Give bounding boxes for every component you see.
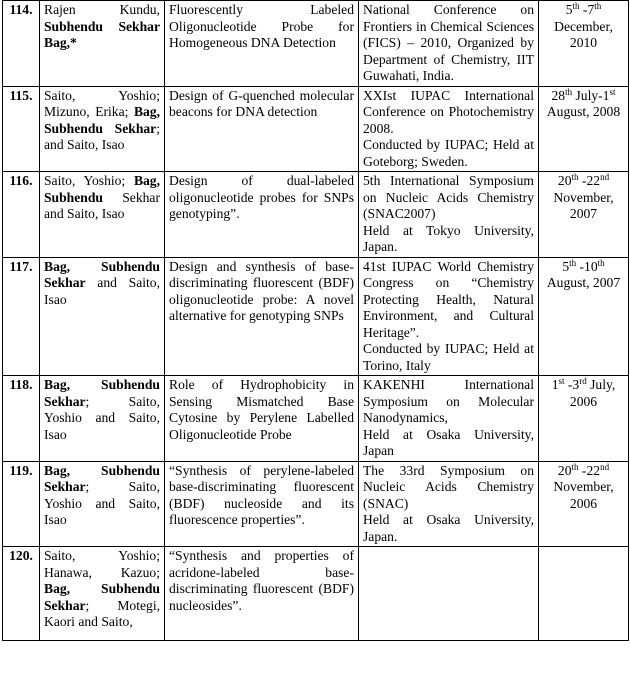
author-text: and Saito, Isao [44,275,160,307]
highlighted-author: Bag, Subhendu Sekhar [44,462,160,494]
conference-venue [359,376,539,462]
author-list [40,376,165,462]
date-text: -10 [576,258,598,274]
table-row [3,547,629,641]
date-text: August, 2008 [546,104,621,119]
conference-date [539,547,629,641]
highlighted-author: Bag, Subhendu Sekhar [44,581,160,613]
date-text: 28 [551,87,566,103]
table-body [3,1,629,641]
table-row [3,172,629,258]
table-row [3,376,629,462]
presentation-title: “Synthesis of perylene-labeled base-discriminating fluorescent (BDF) nucleoside and its fluorescence properties”. [165,461,359,547]
author-text: Saito, Yoshio; [44,173,134,188]
author-text: ; Saito, Yoshio and Saito, Isao [44,393,160,442]
entry-number: 120. [3,547,40,641]
author-list [40,547,165,641]
venue-line: 5th International Symposium on Nucleic Acids Chemistry (SNAC2007) [363,173,534,221]
venue-line: National Conference on Frontiers in Chemical Sciences (FICS) – 2010, Organized by Department of Chemistry, IIT Guwahati, India. [363,2,534,83]
conference-venue [359,172,539,258]
date-ordinal-suffix: st [558,376,565,386]
conference-venue [359,547,539,641]
presentation-title: Fluorescently Labeled Oligonucleotide Probe for Homogeneous DNA Detection [165,1,359,87]
date-text: 1 [551,377,559,392]
date-text: -22 [578,173,601,188]
author-text: ; and Saito, Isao [44,120,160,152]
author-text: Sekhar and Saito, Isao [44,189,160,221]
conference-date [539,86,629,172]
venue-line: Conducted by IUPAC; Held at Torino, Italy [363,341,534,373]
author-list [40,257,165,376]
venue-line: Held at Tokyo University, Japan. [363,222,534,254]
highlighted-author: Bag, Subhendu [44,173,160,205]
venue-line: Held at Osaka University, Japan [363,426,534,458]
author-text: Saito, Yoshio; Hanawa, Kazuo; [44,548,160,580]
entry-number: 119. [3,461,40,547]
highlighted-author: Bag, Subhendu Sekhar [44,104,160,136]
entry-number: 115. [3,86,40,172]
conference-date [539,376,629,462]
venue-line: Held at Osaka University, Japan. [363,512,534,544]
date-text: -7 [579,2,595,17]
venue-line: XXIst IUPAC International Conference on Photochemistry 2008. [363,87,534,136]
presentation-title: Design and synthesis of base-discriminating fluorescent (BDF) oligonucleotide probe: A novel alternative for genotyping SNPs [165,257,359,376]
date-text: July, 2006 [569,377,616,409]
date-ordinal-suffix: th [571,461,579,472]
date-ordinal-suffix: th [571,172,579,182]
date-ordinal-suffix: st [609,86,616,97]
table-row [3,257,629,376]
table-row [3,1,629,87]
presentation-title: Role of Hydrophobicity in Sensing Mismatched Base Cytosine by Perylene Labelled Oligonucleotide Probe [165,376,359,462]
date-ordinal-suffix: th [594,1,602,11]
conference-date [539,172,629,258]
date-text: 20 [557,173,572,188]
author-text: Rajen Kundu, [44,2,160,17]
venue-line: 41st IUPAC World Chemistry Congress on “Chemistry Protecting Health, Natural Environment, and Cultural Heritage”. [363,258,534,340]
conference-venue [359,86,539,172]
date-text: 5 [562,258,570,274]
entry-number: 116. [3,172,40,258]
author-list [40,461,165,547]
date-ordinal-suffix: th [569,257,577,268]
conference-venue [359,461,539,547]
author-list [40,1,165,87]
author-text: Saito, Yoshio; Mizuno, Erika; [44,87,160,119]
presentation-title: Design of dual-labeled oligonucleotide probes for SNPs genotyping”. [165,172,359,258]
presentation-title: “Synthesis and properties of acridone-labeled base-discriminating fluorescent (BDF) nucleosides”. [165,547,359,641]
entry-number: 118. [3,376,40,462]
table-row [3,461,629,547]
conference-date [539,257,629,376]
venue-line: Conducted by IUPAC; Held at Goteborg; Sweden. [363,137,534,169]
author-text: ; Motegi, Kaori and Saito, [44,597,160,629]
date-ordinal-suffix: rd [579,376,587,386]
conference-venue [359,257,539,376]
date-ordinal-suffix: th [565,86,573,97]
conference-date [539,1,629,87]
date-text: -3 [564,377,580,392]
author-text: ; Saito, Yoshio and Saito, Isao [44,479,160,527]
highlighted-author: Subhendu Sekhar Bag,* [44,18,160,50]
author-list [40,86,165,172]
date-text: November, 2006 [553,479,614,511]
conference-venue [359,1,539,87]
date-ordinal-suffix: th [597,257,605,268]
highlighted-author: Bag, Subhendu Sekhar [44,258,160,290]
presentation-title: Design of G-quenched molecular beacons for DNA detection [165,86,359,172]
date-text: 20 [557,462,572,478]
table-row [3,86,629,172]
date-text: -22 [578,462,601,478]
date-text: July-1 [572,87,610,103]
date-ordinal-suffix: nd [600,461,610,472]
date-text: December, 2010 [554,18,613,50]
venue-line: The 33rd Symposium on Nucleic Acids Chemistry (SNAC) [363,462,534,511]
date-text: August, 2007 [546,275,621,290]
conference-date [539,461,629,547]
venue-line: KAKENHI International Symposium on Molecular Nanodynamics, [363,377,534,425]
date-ordinal-suffix: nd [600,172,610,182]
author-list [40,172,165,258]
date-text: November, 2007 [553,189,614,221]
date-text: 5 [565,2,573,17]
entry-number: 117. [3,257,40,376]
conference-presentations-table [2,0,629,641]
entry-number: 114. [3,1,40,87]
date-ordinal-suffix: th [572,1,580,11]
highlighted-author: Bag, Subhendu Sekhar [44,377,160,409]
